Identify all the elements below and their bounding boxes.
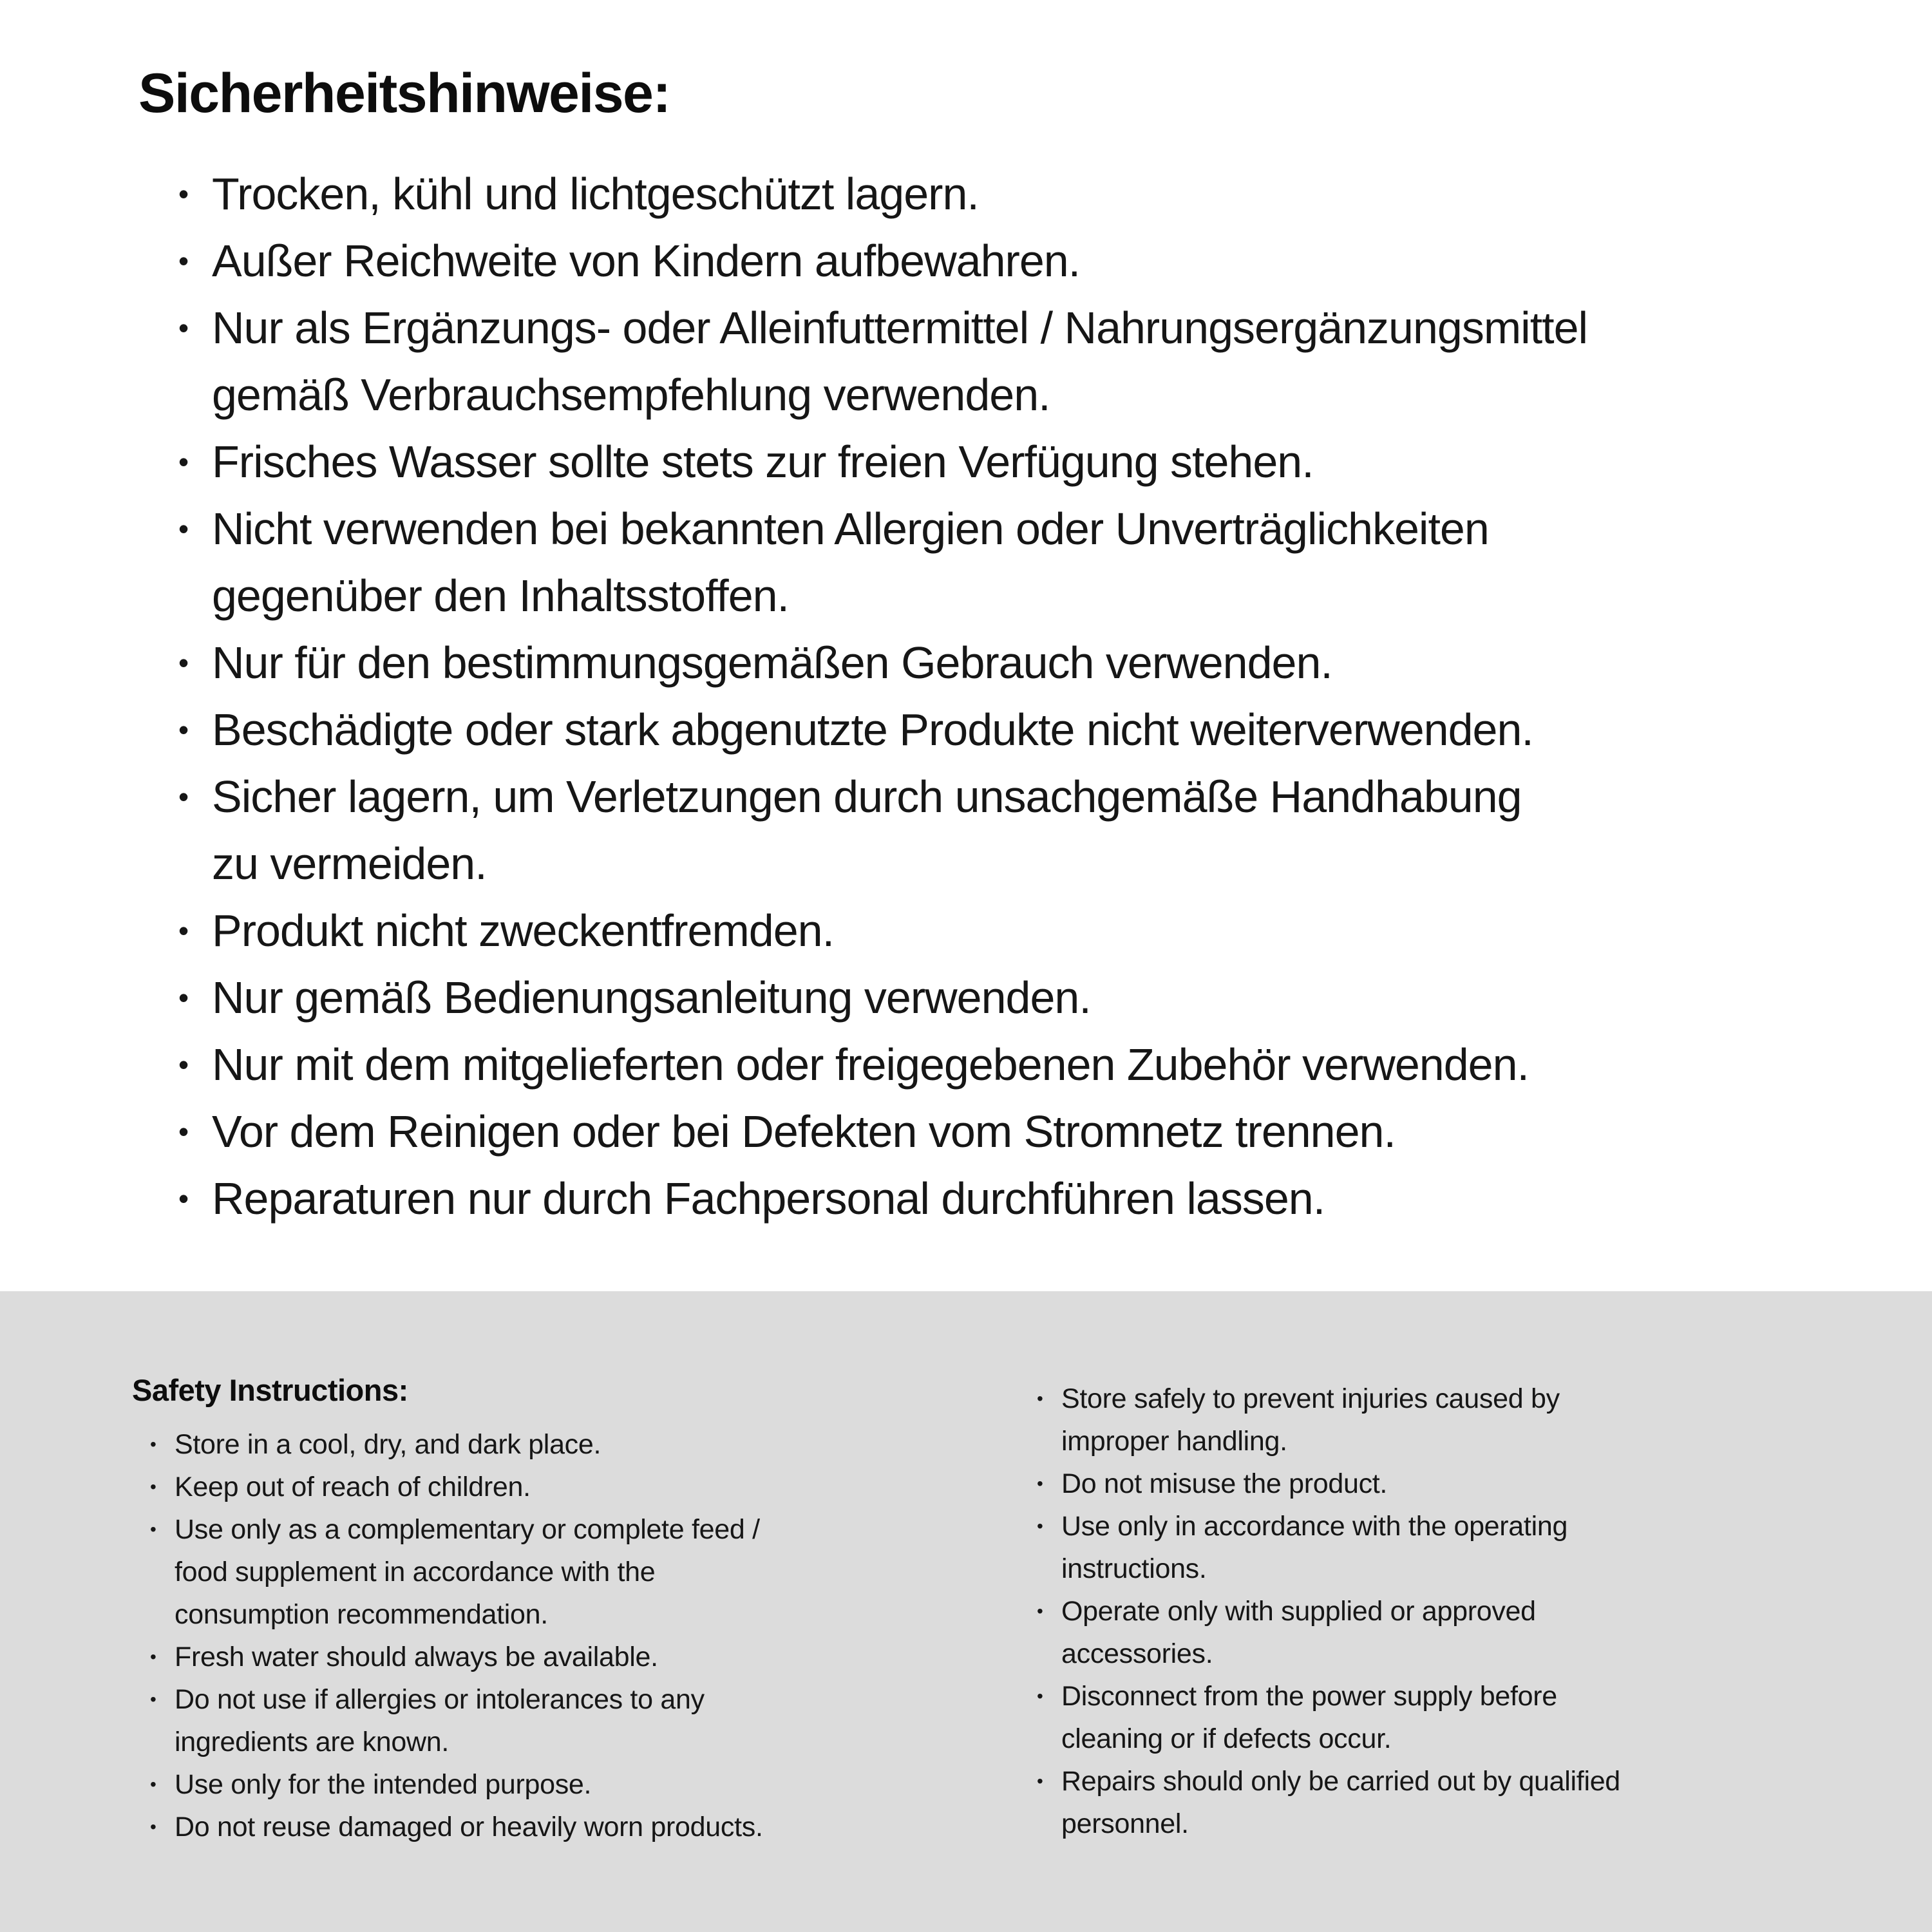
bullet-text-wrap: gegenüber den Inhaltsstoffen. [212,571,790,621]
bullet-text-wrap: gemäß Verbrauchsempfehlung verwenden. [212,370,1050,420]
bullet-text: Außer Reichweite von Kindern aufbewahren. [212,236,1081,286]
bullet-icon: • [178,713,189,746]
english-columns [0,1291,1932,1848]
bullet-item [150,1423,998,1466]
bullet-text: Nur für den bestimmungsgemäßen Gebrauch verwenden. [212,638,1332,688]
bullet-icon: • [178,244,189,278]
bullet-icon: • [1037,1516,1043,1536]
bullet-text: Sicher lagern, um Verletzungen durch unsachgemäße Handhabung [212,772,1522,822]
bullet-text: Nur mit dem mitgelieferten oder freigegebenen Zubehör verwenden. [212,1039,1529,1090]
german-bullet-list [138,160,1893,1232]
bullet-icon: • [178,981,189,1014]
bullet-text: Store in a cool, dry, and dark place. [175,1429,601,1460]
bullet-text: Repairs should only be carried out by qualified [1061,1766,1620,1797]
english-heading: Safety Instructions: [132,1373,408,1407]
bullet-item [1037,1505,1906,1590]
bullet-text: Store safely to prevent injuries caused by [1061,1383,1560,1414]
bullet-text: Use only in accordance with the operating [1061,1511,1568,1542]
bullet-text: Frisches Wasser sollte stets zur freien Verfügung stehen. [212,437,1314,487]
bullet-item [178,1098,1893,1165]
bullet-text: Use only as a complementary or complete feed / [175,1514,760,1545]
bullet-text-wrap: consumption recommendation. [175,1599,548,1630]
bullet-item [178,428,1893,495]
bullet-item [178,629,1893,696]
bullet-item [150,1806,998,1848]
bullet-text: Do not use if allergies or intolerances to any [175,1684,705,1715]
bullet-item [178,696,1893,763]
bullet-text-wrap: food supplement in accordance with the [175,1557,656,1587]
bullet-text: Nur als Ergänzungs- oder Alleinfuttermittel / Nahrungsergänzungsmittel [212,303,1588,353]
english-section [0,1291,1932,1932]
bullet-icon: • [150,1774,156,1794]
german-section [138,62,1893,1232]
bullet-icon: • [178,1048,189,1081]
english-right-list [1037,1378,1906,1845]
bullet-item [178,1031,1893,1098]
english-left-list [132,1423,998,1848]
english-right-column [1037,1372,1906,1848]
bullet-item [1037,1760,1906,1845]
bullet-text: Keep out of reach of children. [175,1472,531,1502]
bullet-icon: • [178,1182,189,1215]
bullet-text: Beschädigte oder stark abgenutzte Produkte nicht weiterverwenden. [212,705,1533,755]
bullet-icon: • [178,914,189,947]
bullet-item [150,1678,998,1763]
bullet-text-wrap: improper handling. [1061,1426,1287,1457]
bullet-item [178,294,1893,428]
bullet-icon: • [178,445,189,478]
bullet-text-wrap: zu vermeiden. [212,838,487,889]
bullet-item [178,897,1893,964]
german-title: Sicherheitshinweise: [138,62,670,124]
english-left-column [132,1372,998,1848]
bullet-item [1037,1378,1906,1463]
bullet-item [178,964,1893,1031]
bullet-icon: • [178,311,189,345]
bullet-item [150,1466,998,1508]
bullet-text: Do not reuse damaged or heavily worn products. [175,1812,763,1842]
bullet-text: Trocken, kühl und lichtgeschützt lagern. [212,169,979,219]
bullet-text-wrap: personnel. [1061,1808,1189,1839]
bullet-icon: • [150,1477,156,1497]
bullet-item [150,1636,998,1678]
bullet-text-wrap: instructions. [1061,1553,1207,1584]
bullet-text: Nicht verwenden bei bekannten Allergien oder Unverträglichkeiten [212,504,1489,554]
bullet-item [178,160,1893,227]
bullet-text: Do not misuse the product. [1061,1468,1388,1499]
bullet-icon: • [178,177,189,211]
bullet-text-wrap: accessories. [1061,1638,1213,1669]
bullet-icon: • [178,780,189,813]
bullet-icon: • [150,1817,156,1837]
bullet-icon: • [1037,1771,1043,1791]
bullet-text: Produkt nicht zweckentfremden. [212,905,835,956]
bullet-text-wrap: ingredients are known. [175,1727,450,1757]
bullet-icon: • [150,1689,156,1709]
bullet-text: Vor dem Reinigen oder bei Defekten vom Stromnetz trennen. [212,1106,1396,1157]
bullet-icon: • [178,512,189,545]
bullet-item [178,495,1893,629]
bullet-icon: • [1037,1601,1043,1621]
bullet-icon: • [150,1647,156,1667]
bullet-item [178,227,1893,294]
bullet-text: Nur gemäß Bedienungsanleitung verwenden. [212,972,1091,1023]
bullet-icon: • [1037,1388,1043,1408]
bullet-icon: • [1037,1686,1043,1706]
bullet-text: Reparaturen nur durch Fachpersonal durchführen lassen. [212,1173,1325,1224]
bullet-icon: • [178,646,189,679]
bullet-text: Use only for the intended purpose. [175,1769,592,1800]
bullet-icon: • [178,1115,189,1148]
bullet-icon: • [150,1519,156,1539]
bullet-icon: • [150,1434,156,1454]
bullet-text-wrap: cleaning or if defects occur. [1061,1723,1392,1754]
bullet-item [150,1508,998,1636]
bullet-text: Fresh water should always be available. [175,1642,658,1672]
bullet-icon: • [1037,1473,1043,1493]
bullet-text: Operate only with supplied or approved [1061,1596,1536,1627]
bullet-item [1037,1590,1906,1675]
bullet-item [178,1165,1893,1232]
bullet-item [150,1763,998,1806]
bullet-item [178,763,1893,897]
bullet-item [1037,1675,1906,1760]
bullet-text: Disconnect from the power supply before [1061,1681,1557,1712]
bullet-item [1037,1463,1906,1505]
